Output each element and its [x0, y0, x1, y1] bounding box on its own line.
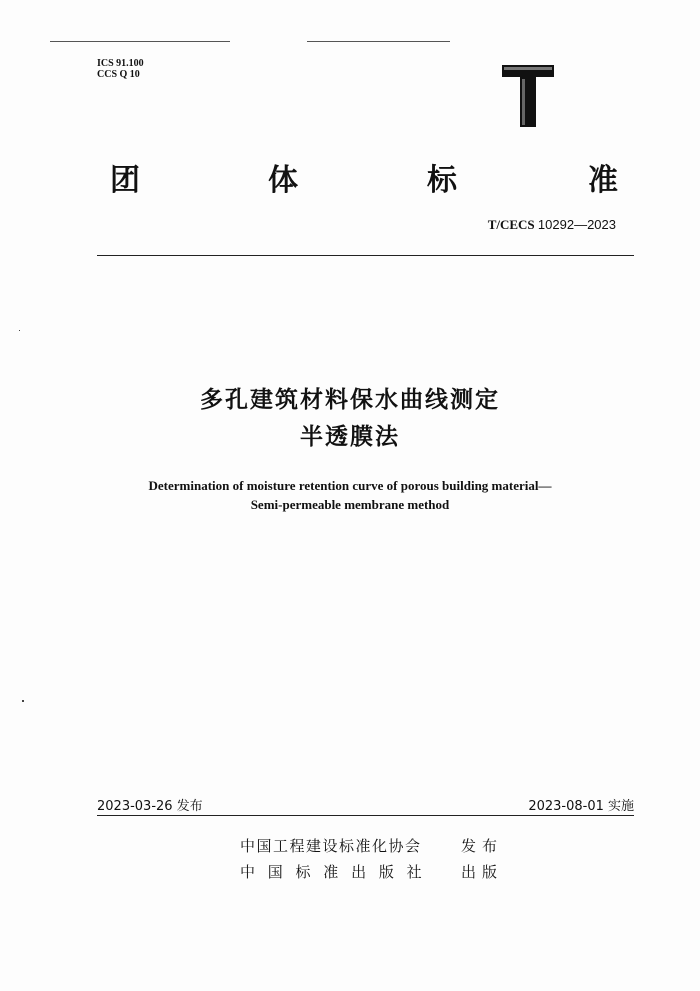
standard-number: [488, 217, 616, 233]
publisher-org-2: 中 国 标 准 出 版 社: [240, 863, 426, 881]
publisher-role-1: 发布: [461, 837, 504, 855]
standard-prefix: T/CECS: [487, 217, 538, 232]
header-divider: [97, 255, 634, 256]
effective-date: 2023-08-01 实施: [528, 799, 634, 814]
title-en-line1: Determination of moisture retention curve of porous building material—: [148, 478, 552, 493]
issue-date: 2023-03-26 发布: [97, 799, 203, 814]
publisher-role-2: 出版: [461, 863, 504, 881]
title-en-line2: Semi-permeable membrane method: [250, 497, 450, 512]
title-cn-line1: 多孔建筑材料保水曲线测定: [200, 387, 500, 413]
classification-codes: [97, 58, 144, 80]
category-char-1: 团: [110, 163, 141, 198]
top-rule-right: [307, 41, 450, 42]
ccs-code: CCS Q 10: [97, 69, 140, 80]
publisher-org-1: 中国工程建设标准化协会: [240, 837, 422, 855]
ics-code: ICS 91.100: [97, 58, 144, 69]
footer-divider: [97, 815, 634, 816]
top-rule-left: [50, 41, 230, 42]
scan-speck: [19, 330, 20, 331]
standard-t-logo: [500, 63, 556, 127]
scan-speck: [22, 700, 24, 702]
category-char-2: 体: [268, 163, 299, 198]
standard-code: 10292—2023: [537, 217, 616, 232]
category-char-3: 标: [427, 163, 458, 198]
category-char-4: 准: [588, 163, 619, 198]
title-cn-line2: 半透膜法: [300, 424, 400, 450]
